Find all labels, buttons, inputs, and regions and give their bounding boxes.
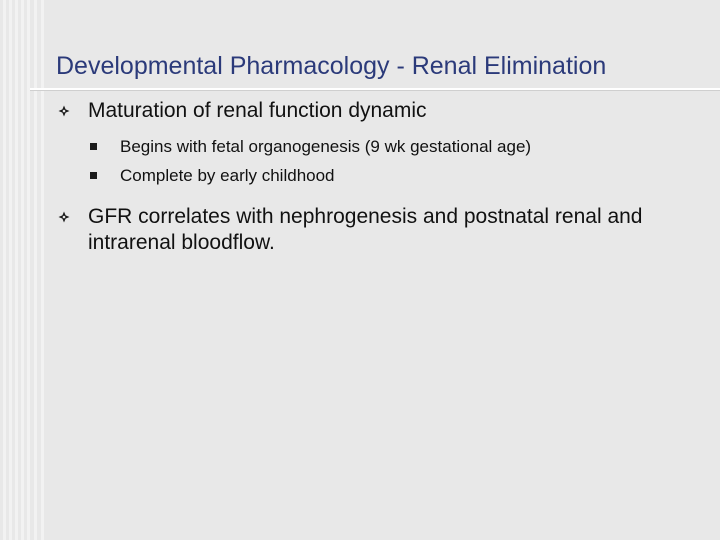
bullet-item [58,98,698,124]
stripe [21,0,24,540]
slide-content [58,98,698,256]
stripe [27,0,30,540]
bullet-text: GFR correlates with nephrogenesis and postnatal renal and intrarenal bloodflow. [88,205,643,254]
sub-bullet-text: Complete by early childhood [120,166,335,185]
stripe [34,0,37,540]
square-bullet-icon [90,172,97,179]
bullet-item [58,204,688,256]
slide-title: Developmental Pharmacology - Renal Elimination [56,52,607,80]
decorative-stripes [0,0,48,540]
square-bullet-icon [90,143,97,150]
stripe [15,0,18,540]
sub-bullet-item [58,132,698,161]
title-divider-shadow [30,90,720,91]
diamond-clover-bullet-icon [58,105,70,117]
sub-bullet-list [58,132,698,190]
stripe [41,0,44,540]
diamond-clover-bullet-icon [58,211,70,223]
bullet-text: Maturation of renal function dynamic [88,99,427,122]
sub-bullet-text: Begins with fetal organogenesis (9 wk gestational age) [120,137,532,156]
sub-bullet-item [58,161,698,190]
stripe [3,0,6,540]
stripe [9,0,12,540]
